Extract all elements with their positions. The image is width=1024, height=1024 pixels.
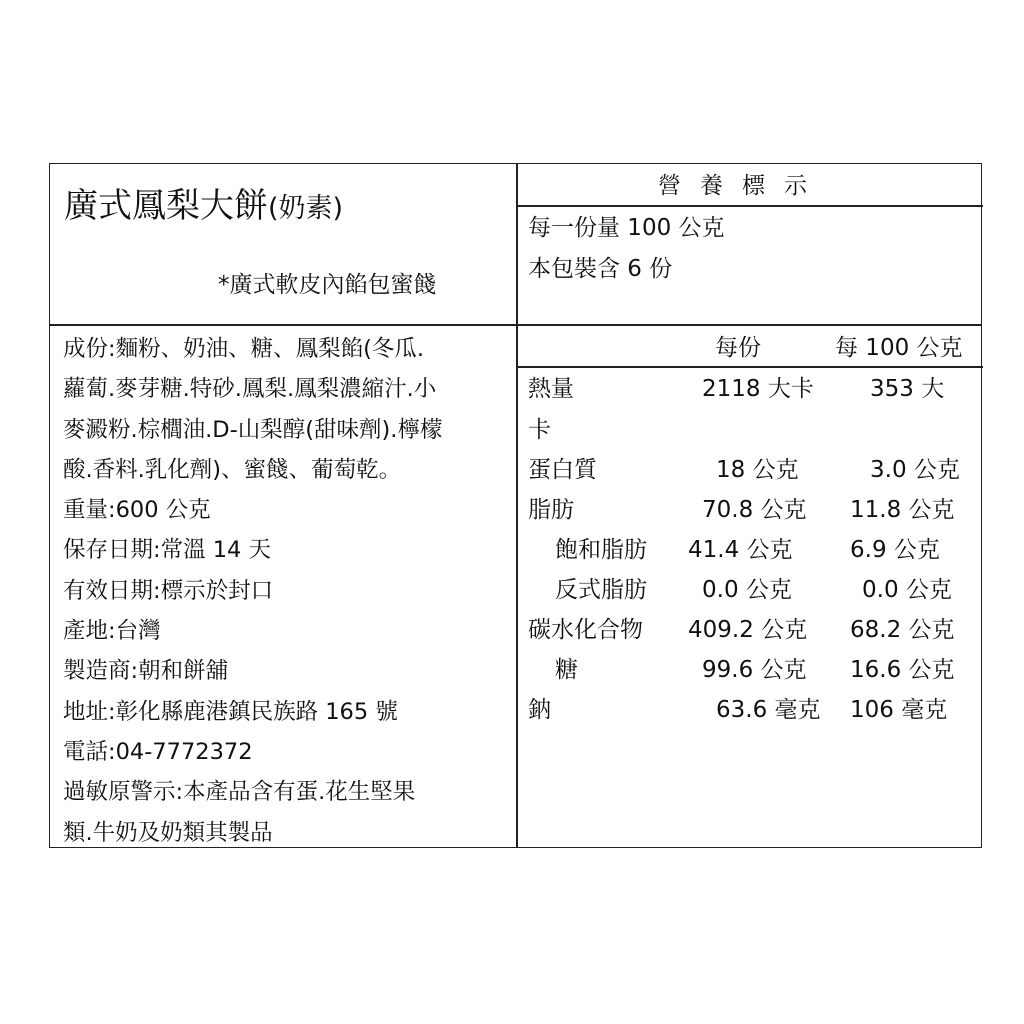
details-line: 成份:麵粉、奶油、糖、鳳梨餡(冬瓜. xyxy=(63,336,425,362)
nutrient-value-energy-100g: 353 大 xyxy=(870,376,945,402)
product-title: 廣式鳳梨大餅(奶素) xyxy=(64,186,344,226)
nutrient-value: 99.6 公克 xyxy=(702,657,807,683)
nutrient-name-energy: 熱量 xyxy=(528,376,574,402)
nutrient-name: 碳水化合物 xyxy=(528,617,643,643)
product-details xyxy=(63,329,508,853)
nutrient-value-100g: 68.2 公克 xyxy=(850,617,955,643)
nutrient-name: 反式脂肪 xyxy=(555,577,647,603)
nutrient-value: 70.8 公克 xyxy=(702,497,807,523)
nutrient-value: 18 公克 xyxy=(716,457,799,483)
nutrition-heading-divider xyxy=(516,205,983,207)
nutrient-value-100g: 0.0 公克 xyxy=(862,577,952,603)
details-line: 製造商:朝和餅舖 xyxy=(63,658,229,685)
details-line: 蘿蔔.麥芽糖.特砂.鳳梨.鳳梨濃縮汁.小 xyxy=(63,376,437,403)
serving-size: 每一份量 100 公克 xyxy=(528,215,725,241)
nutrient-value: 409.2 公克 xyxy=(688,617,808,643)
details-line: 麥澱粉.棕櫚油.D-山梨醇(甜味劑).檸檬 xyxy=(63,416,443,443)
column-divider xyxy=(516,164,518,847)
nutrient-value-100g: 11.8 公克 xyxy=(850,497,955,523)
nutrient-value-energy: 2118 大卡 xyxy=(702,376,814,402)
nutrient-value-100g: 106 毫克 xyxy=(850,697,948,723)
nutrient-value: 63.6 毫克 xyxy=(716,697,821,723)
nutrient-value-100g: 16.6 公克 xyxy=(850,657,955,683)
column-header-per-serving: 每份 xyxy=(715,335,761,361)
details-line: 酸.香料.乳化劑)、蜜餞、葡萄乾。 xyxy=(63,456,402,483)
nutrient-name: 飽和脂肪 xyxy=(555,537,647,563)
servings-per-pack: 本包裝含 6 份 xyxy=(528,256,673,282)
details-line: 過敏原警示:本產品含有蛋.花生堅果 xyxy=(63,779,416,806)
nutrient-value: 0.0 公克 xyxy=(702,577,792,603)
details-line: 產地:台灣 xyxy=(63,618,161,645)
details-line: 重量:600 公克 xyxy=(63,497,211,524)
details-line: 地址:彰化縣鹿港鎮民族路 165 號 xyxy=(63,698,398,725)
nutrient-value-100g: 6.9 公克 xyxy=(850,537,940,563)
column-header-per-100g: 每 100 公克 xyxy=(835,335,963,361)
details-line: 電話:04-7772372 xyxy=(63,738,253,765)
nutrition-serving-divider xyxy=(516,366,983,368)
nutrient-name: 鈉 xyxy=(528,697,551,723)
row-divider xyxy=(50,324,981,326)
nutrition-heading: 營養標示 xyxy=(658,173,826,199)
serving-info xyxy=(528,208,725,290)
details-line: 保存日期:常溫 14 天 xyxy=(63,537,272,564)
product-title-suffix: (奶素) xyxy=(268,193,344,224)
product-subtitle: *廣式軟皮內餡包蜜餞 xyxy=(218,272,437,298)
details-line: 有效日期:標示於封口 xyxy=(63,577,274,604)
nutrient-name: 糖 xyxy=(555,657,578,683)
nutrient-value-energy-100g-wrap: 卡 xyxy=(528,417,551,443)
nutrient-value: 41.4 公克 xyxy=(688,537,793,563)
nutrient-value-100g: 3.0 公克 xyxy=(870,457,960,483)
nutrient-name: 脂肪 xyxy=(528,497,574,523)
details-line: 類.牛奶及奶類其製品 xyxy=(63,819,273,846)
nutrient-name: 蛋白質 xyxy=(528,457,597,483)
product-label xyxy=(49,163,982,848)
